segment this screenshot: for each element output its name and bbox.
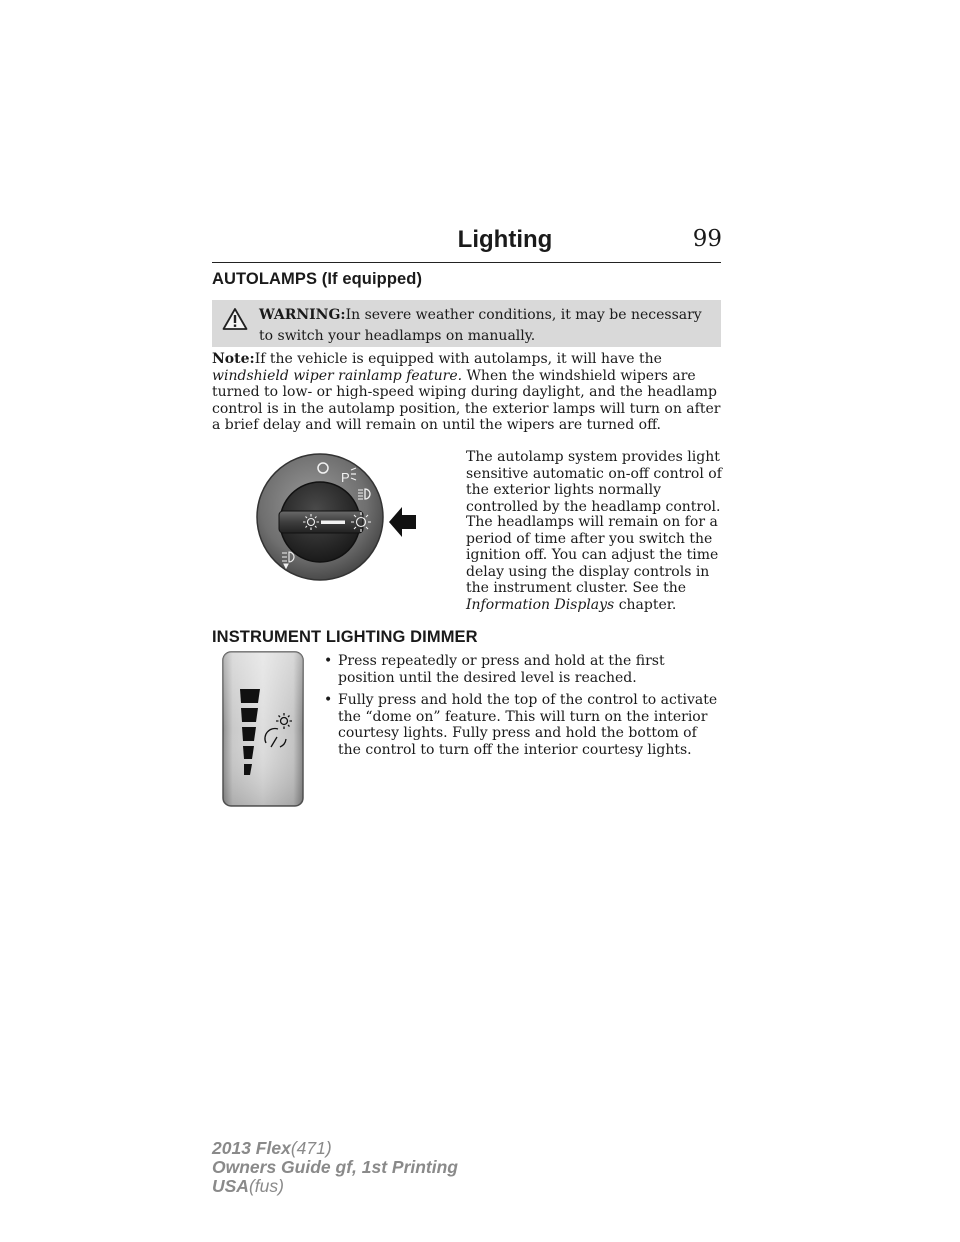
footer-market: USA bbox=[212, 1176, 249, 1196]
warning-text bbox=[259, 305, 717, 347]
information-displays-reference: Information Displays bbox=[466, 596, 615, 613]
header-divider bbox=[212, 262, 721, 263]
headlamp-delay-paragraph bbox=[466, 514, 722, 614]
delay-text-start: The headlamps will remain on for a period of time after you switch the ignition off. You can adjust the time delay using the display controls in the instrument cluster. See the bbox=[466, 514, 719, 597]
warning-triangle-icon bbox=[222, 307, 248, 331]
parking-lamps-icon: P bbox=[341, 470, 350, 485]
note-paragraph bbox=[212, 351, 722, 434]
bullet-marker: • bbox=[324, 653, 333, 669]
note-italic-feature: windshield wiper rainlamp feature. bbox=[212, 367, 463, 384]
footer-guide-edition: Owners Guide gf, 1st Printing bbox=[212, 1157, 458, 1177]
print-footer bbox=[212, 1139, 458, 1196]
list-item bbox=[324, 653, 724, 686]
chapter-title: Lighting bbox=[457, 226, 553, 253]
bullet-marker: • bbox=[324, 692, 333, 709]
list-item bbox=[324, 692, 724, 758]
warning-label: WARNING: bbox=[259, 307, 346, 323]
delay-text-end: chapter. bbox=[618, 596, 677, 613]
pointer-arrow-icon bbox=[388, 505, 418, 539]
page-number: 99 bbox=[692, 226, 722, 252]
footer-model-code: (471) bbox=[290, 1138, 332, 1158]
instrument-dimmer-switch-illustration bbox=[222, 651, 304, 807]
knob-indicator-line bbox=[321, 521, 345, 525]
autolamp-system-paragraph: The autolamp system provides light sensitive automatic on-off control of the exterior lights normally controlled by the headlamp control. bbox=[466, 449, 722, 515]
footer-market-code: (fus) bbox=[248, 1176, 284, 1196]
bullet-text: Fully press and hold the top of the control to activate the “dome on” feature. This will turn on the interior courtesy lights. Fully press and hold the bottom of the control to turn off the interior courtesy lights. bbox=[338, 692, 718, 758]
section-heading-dimmer: INSTRUMENT LIGHTING DIMMER bbox=[212, 628, 478, 646]
dimmer-instructions-list bbox=[324, 653, 724, 765]
headlamp-control-knob-illustration bbox=[255, 452, 385, 582]
footer-model: 2013 Flex bbox=[212, 1138, 291, 1158]
section-heading-autolamps: AUTOLAMPS (If equipped) bbox=[212, 270, 423, 288]
note-text-end: When the windshield wipers are turned to low- or high-speed wiping during daylight, and the headlamp control is in the autolamp position, the exterior lamps will turn on after a brief delay and will remain on until the wipers are turned off. bbox=[212, 367, 721, 434]
note-text-start: If the vehicle is equipped with autolamps, it will have the bbox=[254, 351, 662, 367]
note-label: Note: bbox=[212, 351, 255, 367]
bullet-text: Press repeatedly or press and hold at the first position until the desired level is reached. bbox=[338, 653, 665, 686]
warning-body: In severe weather conditions, it may be necessary to switch your headlamps on manually. bbox=[259, 307, 702, 344]
